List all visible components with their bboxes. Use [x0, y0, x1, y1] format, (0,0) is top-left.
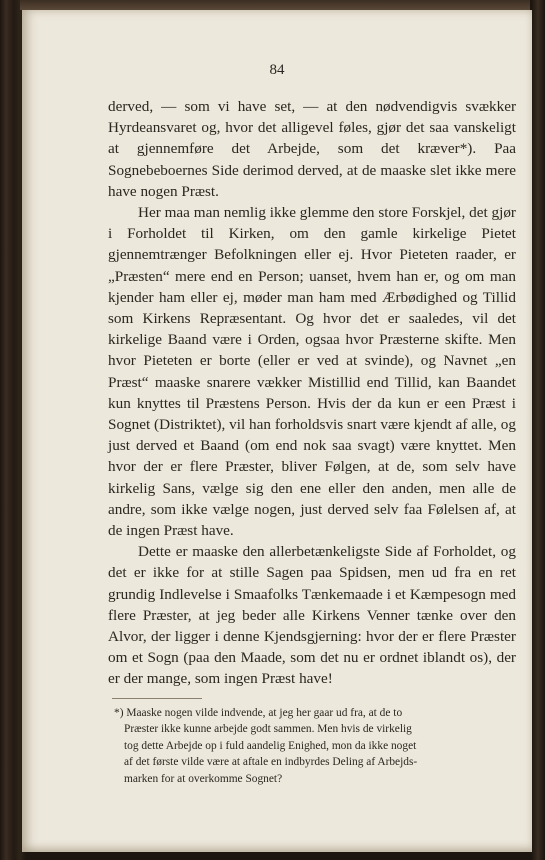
footnote-divider [112, 698, 202, 699]
footnote [108, 705, 516, 788]
page-number: 84 [269, 62, 285, 78]
paragraph-2: Her maa man nemlig ikke glemme den store Forskjel, det gjør i Forholdet til Kirken, om den gamle kirkelige Pietet gjennemtrænger Befolkningen eller ej. Hvor Pieteten raader, er „Præsten“ mere end en Person; uanset, hvem han er, og om man kjender ham eller ej, møder man ham med Ærbødighed og Tillid som Kirkens Repræsentant. Og hvor det er saaledes, vil det kirkelige Baand være i Orden, ogsaa hvor Præsterne skifte. Men hvor Pieteten er borte (eller er ved at svinde), og Navnet „en Præst“ maaske snarere vækker Mistillid end Tillid, kan Baandet kun knyttes til Præstens Person. Hvis der da kun er een Præst i Sognet (Distriktet), vil han forholdsvis snart være kjendt af alle, og just derved et Baand (om end nok saa svagt) være knyttet. Men hvor der er flere Præster, bliver Følgen, at de, som selv have kirkelig Sans, vælge sig den ene eller den anden, men alle de andre, som ikke vælge nogen, just derved selv faa Følelsen af, at de ingen Præst have. [108, 204, 516, 540]
footnote-line-2: Præster ikke kunne arbejde godt sammen. Men hvis de virkelig [124, 723, 412, 736]
footnote-line-3: tog dette Arbejde op i fuld aandelig Enighed, mon da ikke noget [124, 739, 417, 752]
page-sheet [22, 10, 532, 852]
footnote-line-5: marken for at overkomme Sognet? [124, 773, 283, 786]
footnote-line-4: af det første vilde være at aftale en indbyrdes Deling af Arbejds- [124, 756, 418, 769]
body-text [108, 96, 516, 788]
paragraph-1: derved, — som vi have set, — at den nødvendigvis svækker Hyrdeansvaret og, hvor det alligevel føles, gjør det saa vanskeligt at gjennemføre det Arbejde, som det kræver*). Paa Sognebeboernes Side derimod derved, at de maaske slet ikke mere have nogen Præst. [108, 98, 516, 200]
footnote-line-1: *) Maaske nogen vilde indvende, at jeg her gaar ud fra, at de to [114, 706, 403, 719]
paragraph-3: Dette er maaske den allerbetænkeligste Side af Forholdet, og det er ikke for at stille Sagen paa Spidsen, men ud fra en ret grundig Indlevelse i Smaafolks Tænkemaade i et Kæmpesogn med flere Præster, at jeg beder alle Kirkens Venner tænke over den Alvor, der ligger i denne Kjendsgjerning: hvor der er flere Præster om et Sogn (paa den Maade, som det nu er ordnet iblandt os), der er der mange, som ingen Præst have! [108, 543, 516, 688]
book-right-edge [531, 0, 545, 860]
book-top-edge [20, 0, 530, 10]
